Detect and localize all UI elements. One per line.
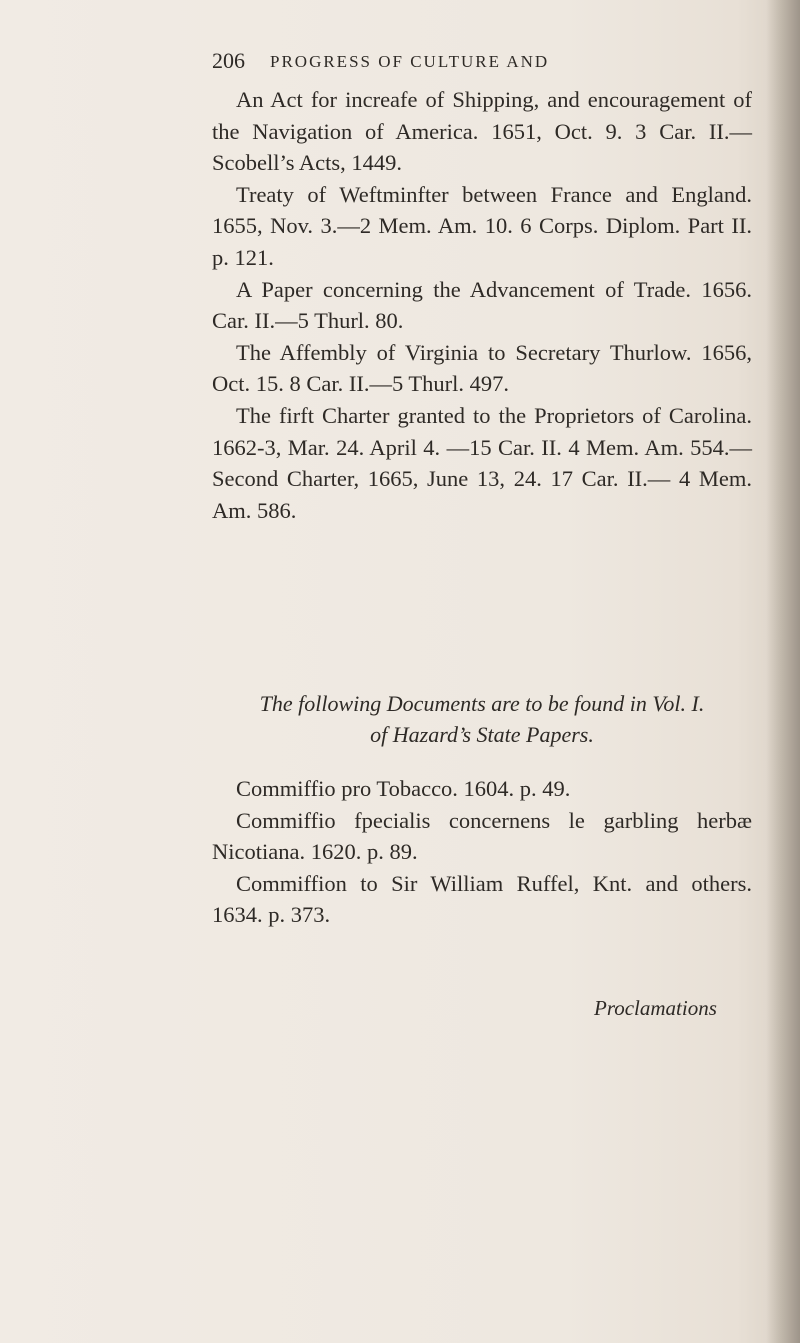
list-item: The firft Charter granted to the Proprietors of Carolina. 1662-3, Mar. 24. April 4. —15 Car. II. 4 Mem. Am. 554.—Second Charter, 1665, June 13, 24. 17 Car. II.— 4 Mem. Am. 586. <box>212 402 752 523</box>
page-binding-edge <box>766 0 800 1343</box>
page-number: 206 <box>212 48 245 73</box>
running-head: PROGRESS OF CULTURE AND <box>270 52 550 71</box>
list-item: Commiffio pro Tobacco. 1604. p. 49. <box>236 776 571 801</box>
list-item: The Affembly of Virginia to Secretary Thurlow. 1656, Oct. 15. 8 Car. II.—5 Thurl. 497. <box>212 339 752 397</box>
catchword: Proclamations <box>594 996 717 1020</box>
list-item: Commiffio fpecialis concernens le garbling herbæ Nicotiana. 1620. p. 89. <box>212 807 752 865</box>
list-item: A Paper concerning the Advancement of Trade. 1656. Car. II.—5 Thurl. 80. <box>212 276 752 334</box>
list-item: Commiffion to Sir William Ruffel, Knt. and others. 1634. p. 373. <box>212 870 752 928</box>
hazard-document-list <box>212 773 752 931</box>
list-item: An Act for increafe of Shipping, and encouragement of the Navigation of America. 1651, Oct. 9. 3 Car. II.—Scobell’s Acts, 1449. <box>212 87 752 176</box>
section-heading <box>212 688 752 750</box>
section-heading-line: of Hazard’s State Papers. <box>370 722 594 747</box>
list-item: Treaty of Weftminfter between France and England. 1655, Nov. 3.—2 Mem. Am. 10. 6 Corps. Diplom. Part II. p. 121. <box>212 181 752 270</box>
document-list <box>212 84 752 526</box>
section-heading-line: The following Documents are to be found in Vol. I. <box>259 691 705 716</box>
